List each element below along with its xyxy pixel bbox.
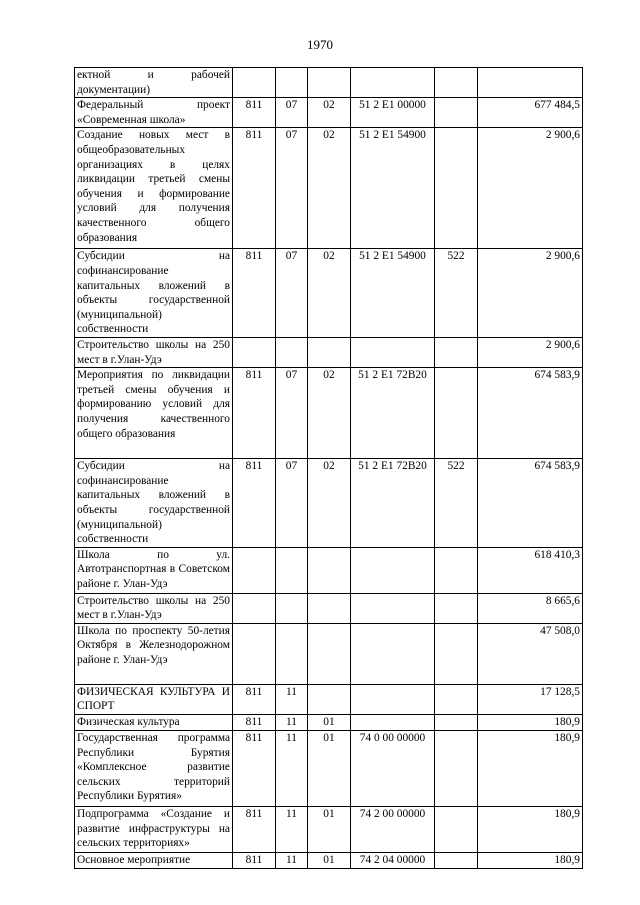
expense-type-cell (435, 623, 478, 684)
admin-code-cell (233, 68, 276, 98)
target-article-cell (351, 715, 435, 731)
section-code-cell: 11 (276, 715, 308, 731)
name-cell: Федеральный проект «Современная школа» (75, 98, 233, 128)
name-cell: Школа по проспекту 50-летия Октября в Железнодорожном районе г. Улан-Удэ (75, 623, 233, 684)
target-article-cell (351, 593, 435, 623)
amount-cell: 2 900,6 (478, 337, 583, 367)
name-cell: Мероприятия по ликвидации третьей смены обучения и формированию условий для получения качественного общего образования (75, 368, 233, 459)
budget-table (74, 67, 583, 869)
admin-code-cell: 811 (233, 459, 276, 548)
name-cell: Субсидии на софинансирование капитальных вложений в объекты государственной (муниципальной) собственности (75, 459, 233, 548)
target-article-cell: 74 0 00 00000 (351, 731, 435, 807)
admin-code-cell: 811 (233, 807, 276, 853)
subsection-code-cell: 01 (308, 731, 351, 807)
expense-type-cell (435, 853, 478, 869)
name-cell: Создание новых мест в общеобразовательных организациях в целях ликвидации третьей смены обучения и формирование условий для получения качественного общего образования (75, 128, 233, 249)
amount-cell: 618 410,3 (478, 547, 583, 593)
section-code-cell (276, 593, 308, 623)
name-cell: Основное мероприятие (75, 853, 233, 869)
section-code-cell: 07 (276, 98, 308, 128)
target-article-cell (351, 684, 435, 714)
table-row (75, 623, 583, 684)
subsection-code-cell: 02 (308, 128, 351, 249)
admin-code-cell (233, 337, 276, 367)
admin-code-cell (233, 623, 276, 684)
section-code-cell: 11 (276, 684, 308, 714)
target-article-cell: 51 2 E1 00000 (351, 98, 435, 128)
admin-code-cell: 811 (233, 731, 276, 807)
admin-code-cell: 811 (233, 368, 276, 459)
subsection-code-cell (308, 547, 351, 593)
subsection-code-cell (308, 684, 351, 714)
amount-cell: 47 508,0 (478, 623, 583, 684)
section-code-cell: 07 (276, 459, 308, 548)
expense-type-cell (435, 807, 478, 853)
expense-type-cell (435, 68, 478, 98)
section-code-cell (276, 623, 308, 684)
amount-cell: 180,9 (478, 731, 583, 807)
amount-cell: 2 900,6 (478, 128, 583, 249)
table-row (75, 715, 583, 731)
subsection-code-cell: 01 (308, 853, 351, 869)
table-row (75, 68, 583, 98)
table-row (75, 731, 583, 807)
section-code-cell: 07 (276, 249, 308, 338)
subsection-code-cell: 01 (308, 807, 351, 853)
subsection-code-cell: 02 (308, 368, 351, 459)
name-cell: Государственная программа Республики Бурятия «Комплексное развитие сельских территорий Республики Бурятия» (75, 731, 233, 807)
expense-type-cell (435, 731, 478, 807)
section-code-cell: 11 (276, 807, 308, 853)
amount-cell: 180,9 (478, 807, 583, 853)
table-row (75, 684, 583, 714)
subsection-code-cell: 02 (308, 249, 351, 338)
table-row (75, 593, 583, 623)
section-code-cell (276, 68, 308, 98)
expense-type-cell (435, 98, 478, 128)
amount-cell: 674 583,9 (478, 368, 583, 459)
admin-code-cell (233, 547, 276, 593)
expense-type-cell: 522 (435, 249, 478, 338)
target-article-cell (351, 547, 435, 593)
name-cell: Физическая культура (75, 715, 233, 731)
table-row (75, 249, 583, 338)
expense-type-cell (435, 547, 478, 593)
subsection-code-cell (308, 623, 351, 684)
table-body (75, 68, 583, 869)
admin-code-cell: 811 (233, 249, 276, 338)
admin-code-cell: 811 (233, 98, 276, 128)
target-article-cell (351, 337, 435, 367)
amount-cell: 180,9 (478, 715, 583, 731)
expense-type-cell (435, 337, 478, 367)
amount-cell: 674 583,9 (478, 459, 583, 548)
section-code-cell (276, 337, 308, 367)
section-code-cell: 11 (276, 731, 308, 807)
table-row (75, 337, 583, 367)
amount-cell: 17 128,5 (478, 684, 583, 714)
table-row (75, 128, 583, 249)
target-article-cell: 74 2 04 00000 (351, 853, 435, 869)
subsection-code-cell: 02 (308, 459, 351, 548)
expense-type-cell (435, 715, 478, 731)
table-row (75, 807, 583, 853)
amount-cell: 8 665,6 (478, 593, 583, 623)
subsection-code-cell: 02 (308, 98, 351, 128)
section-code-cell: 11 (276, 853, 308, 869)
section-code-cell (276, 547, 308, 593)
target-article-cell: 74 2 00 00000 (351, 807, 435, 853)
subsection-code-cell (308, 593, 351, 623)
section-code-cell: 07 (276, 128, 308, 249)
expense-type-cell: 522 (435, 459, 478, 548)
target-article-cell: 51 2 E1 72B20 (351, 459, 435, 548)
amount-cell (478, 68, 583, 98)
table-row (75, 853, 583, 869)
table-row (75, 368, 583, 459)
target-article-cell (351, 68, 435, 98)
page-number: 1970 (307, 37, 333, 52)
table-row (75, 459, 583, 548)
subsection-code-cell: 01 (308, 715, 351, 731)
target-article-cell: 51 2 E1 54900 (351, 249, 435, 338)
admin-code-cell: 811 (233, 715, 276, 731)
name-cell: ектной и рабочей документации) (75, 68, 233, 98)
table-row (75, 98, 583, 128)
table-row (75, 547, 583, 593)
expense-type-cell (435, 593, 478, 623)
subsection-code-cell (308, 68, 351, 98)
name-cell: Строительство школы на 250 мест в г.Улан-Удэ (75, 593, 233, 623)
subsection-code-cell (308, 337, 351, 367)
name-cell: Субсидии на софинансирование капитальных вложений в объекты государственной (муниципальной) собственности (75, 249, 233, 338)
expense-type-cell (435, 128, 478, 249)
name-cell: Строительство школы на 250 мест в г.Улан-Удэ (75, 337, 233, 367)
expense-type-cell (435, 684, 478, 714)
target-article-cell: 51 2 E1 54900 (351, 128, 435, 249)
admin-code-cell: 811 (233, 128, 276, 249)
admin-code-cell: 811 (233, 684, 276, 714)
section-code-cell: 07 (276, 368, 308, 459)
name-cell: Школа по ул. Автотранспортная в Советском районе г. Улан-Удэ (75, 547, 233, 593)
amount-cell: 180,9 (478, 853, 583, 869)
expense-type-cell (435, 368, 478, 459)
target-article-cell (351, 623, 435, 684)
name-cell: ФИЗИЧЕСКАЯ КУЛЬТУРА И СПОРТ (75, 684, 233, 714)
amount-cell: 2 900,6 (478, 249, 583, 338)
admin-code-cell: 811 (233, 853, 276, 869)
name-cell: Подпрограмма «Создание и развитие инфраструктуры на сельских территориях» (75, 807, 233, 853)
amount-cell: 677 484,5 (478, 98, 583, 128)
admin-code-cell (233, 593, 276, 623)
target-article-cell: 51 2 E1 72B20 (351, 368, 435, 459)
